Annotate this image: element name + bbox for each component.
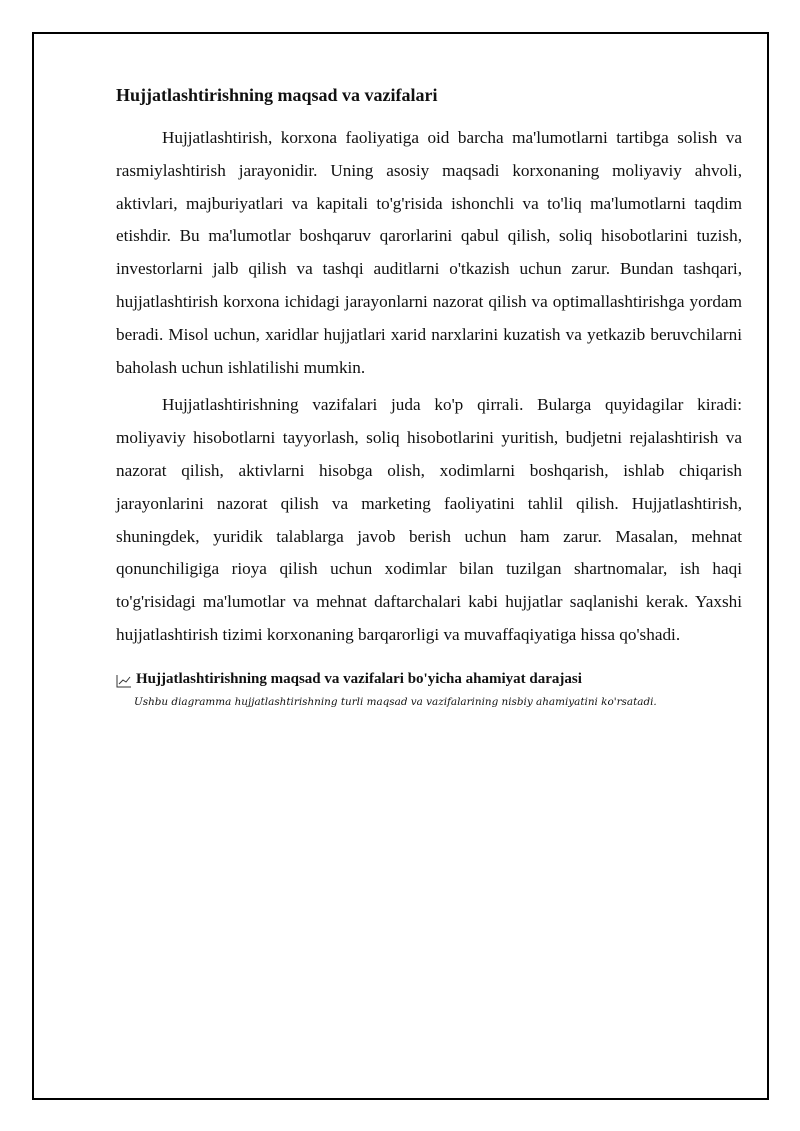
figure-subtitle: Ushbu diagramma hujjatlashtirishning turli maqsad va vazifalarining nisbiy ahamiyatini ko'rsatadi. (134, 695, 657, 708)
paragraph-purpose: Hujjatlashtirish, korxona faoliyatiga oid barcha ma'lumotlarni tartibga solish va rasmiylashtirish jarayonidir. Uning asosiy maqsadi korxonaning moliyaviy ahvoli, aktivlari, majburiyatlari va kapitali to'g'risida ishonchli va to'liq ma'lumotlarni taqdim etishdir. Bu ma'lumotlar boshqaruv qarorlarini qabul qilish, soliq hisobotlarini tuzish, investorlarni jalb qilish va tashqi auditlarni o'tkazish uchun zarur. Bundan tashqari, hujjatlashtirish korxona ichidagi jarayonlarni nazorat qilish va optimallashtirishga yordam beradi. Misol uchun, xaridlar hujjatlari xarid narxlarini kuzatish va yetkazib beruvchilarni baholash uchun ishlatilishi mumkin. (116, 128, 742, 377)
chart-line-icon (116, 673, 132, 687)
document-body (116, 82, 742, 711)
figure-title: Hujjatlashtirishning maqsad va vazifalari bo'yicha ahamiyat darajasi (136, 670, 582, 687)
figure-caption (116, 668, 742, 690)
section-heading: Hujjatlashtirishning maqsad va vazifalari (116, 85, 438, 105)
paragraph-functions: Hujjatlashtirishning vazifalari juda ko'p qirrali. Bularga quyidagilar kiradi: moliyaviy hisobotlarni tayyorlash, soliq hisobotlarini yuritish, budjetni rejalashtirish va nazorat qilish, aktivlarni hisobga olish, xodimlarni boshqarish, ishlab chiqarish jarayonlarini nazorat qilish va marketing faoliyatini tahlil qilish. Hujjatlashtirish, shuningdek, yuridik talablarga javob berish uchun ham zarur. Masalan, mehnat qonunchiligiga rioya qilish uchun xodimlar bilan tuzilgan shartnomalar, ish haqi to'g'risidagi ma'lumotlar va mehnat daftarchalari kabi hujjatlar saqlanishi kerak. Yaxshi hujjatlashtirish tizimi korxonaning barqarorligi va muvaffaqiyatiga hissa qo'shadi. (116, 395, 742, 644)
